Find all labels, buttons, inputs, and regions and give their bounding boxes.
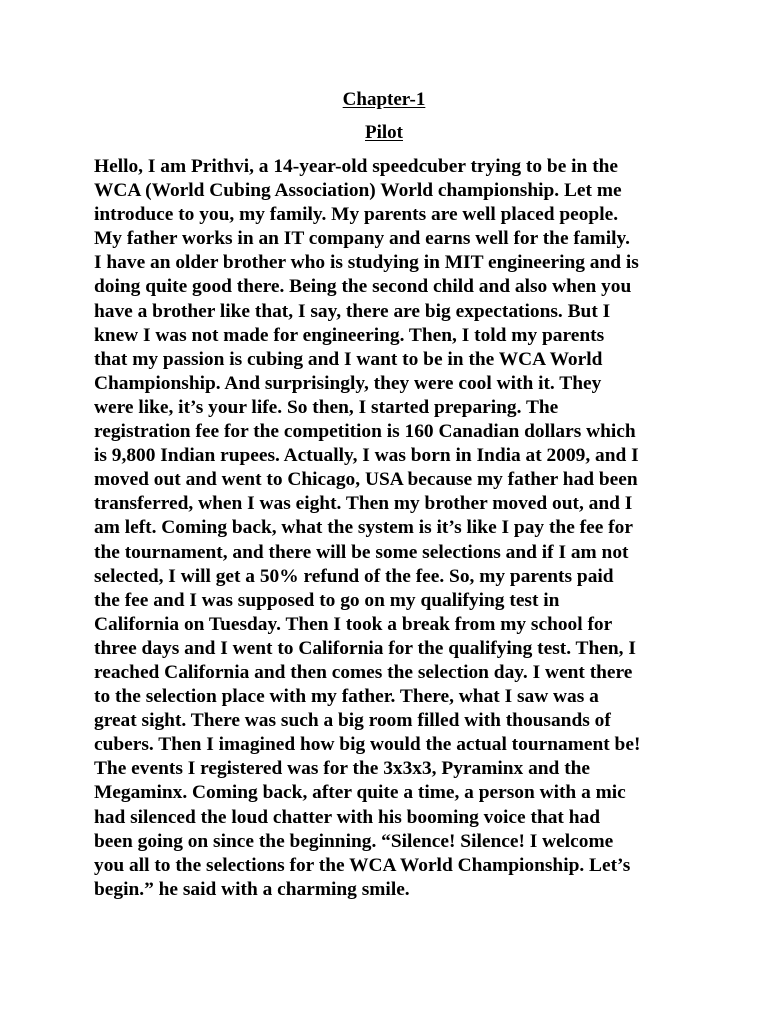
paragraph-line: California on Tuesday. Then I took a break from my school for	[94, 613, 613, 635]
paragraph-line: great sight. There was such a big room filled with thousands of	[94, 710, 611, 732]
paragraph-line: My father works in an IT company and earns well for the family.	[94, 228, 630, 250]
paragraph-line: doing quite good there. Being the second child and also when you	[94, 276, 632, 298]
paragraph-line: I have an older brother who is studying in MIT engineering and is	[94, 252, 639, 274]
paragraph-line: begin.” he said with a charming smile.	[94, 878, 410, 900]
paragraph-line: moved out and went to Chicago, USA because my father had been	[94, 469, 638, 491]
paragraph-line: The events I registered was for the 3x3x3, Pyraminx and the	[94, 758, 591, 780]
paragraph-line: to the selection place with my father. There, what I saw was a	[94, 686, 599, 708]
paragraph-line: Megaminx. Coming back, after quite a time, a person with a mic	[94, 782, 626, 804]
paragraph-line: reached California and then comes the selection day. I went there	[94, 661, 633, 683]
paragraph-line: am left. Coming back, what the system is it’s like I pay the fee for	[94, 517, 633, 539]
paragraph-line: had silenced the loud chatter with his booming voice that had	[94, 806, 601, 828]
paragraph-line: you all to the selections for the WCA World Championship. Let’s	[94, 854, 631, 876]
paragraph-line: is 9,800 Indian rupees. Actually, I was born in India at 2009, and I	[94, 445, 639, 467]
paragraph-line: have a brother like that, I say, there are big expectations. But I	[94, 300, 611, 322]
paragraph-line: three days and I went to California for the qualifying test. Then, I	[94, 637, 636, 659]
paragraph-line: that my passion is cubing and I want to be in the WCA World	[94, 348, 603, 370]
chapter-title: Chapter-1	[342, 89, 426, 110]
paragraph-line: cubers. Then I imagined how big would the actual tournament be!	[94, 734, 641, 756]
paragraph-line: Hello, I am Prithvi, a 14-year-old speedcuber trying to be in the	[94, 156, 619, 177]
paragraph-line: knew I was not made for engineering. Then, I told my parents	[94, 324, 605, 346]
chapter-subtitle: Pilot	[365, 122, 403, 143]
paragraph-line: registration fee for the competition is 160 Canadian dollars which	[94, 421, 636, 443]
paragraph-line: selected, I will get a 50% refund of the fee. So, my parents paid	[94, 565, 614, 587]
paragraph-line: Championship. And surprisingly, they were cool with it. They	[94, 372, 602, 394]
paragraph-line: introduce to you, my family. My parents are well placed people.	[94, 204, 619, 226]
body-paragraph	[94, 155, 694, 902]
paragraph-line: the tournament, and there will be some selections and if I am not	[94, 541, 629, 563]
paragraph-line: transferred, when I was eight. Then my brother moved out, and I	[94, 493, 633, 515]
paragraph-line: WCA (World Cubing Association) World championship. Let me	[94, 180, 622, 202]
paragraph-line: the fee and I was supposed to go on my qualifying test in	[94, 589, 560, 611]
paragraph-line: were like, it’s your life. So then, I started preparing. The	[94, 396, 559, 418]
paragraph-line: been going on since the beginning. “Silence! Silence! I welcome	[94, 830, 614, 852]
